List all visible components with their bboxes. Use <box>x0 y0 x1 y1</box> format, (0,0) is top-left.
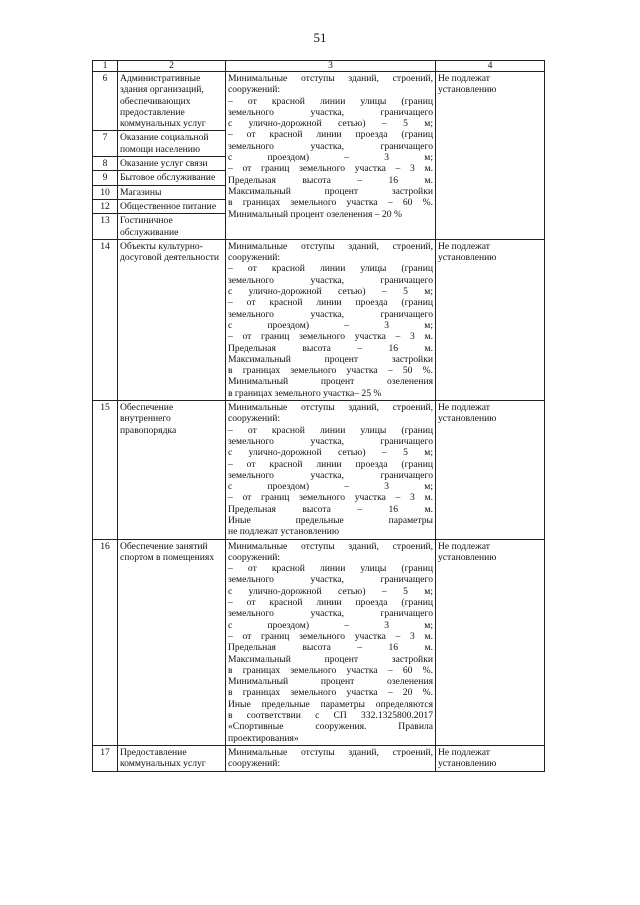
parameter-line: – от границ земельного участка – 3 м. <box>228 163 433 175</box>
parameter-line: с улично-дорожной сетью) – 5 м; <box>228 118 433 130</box>
parameter-line: – от красной линии улицы (границ <box>228 563 433 575</box>
parameter-line: Максимальный процент застройки <box>228 185 433 197</box>
parameter-line: Иные предельные параметры <box>228 514 433 526</box>
row-number: 16 <box>93 539 118 745</box>
land-use-type: Бытовое обслуживание <box>118 171 226 185</box>
land-use-type: Обеспечение внутреннего правопорядка <box>118 401 226 540</box>
parameter-line: с проездом) – 3 м; <box>228 481 433 493</box>
parameter-line: Минимальные отступы зданий, строений, <box>228 746 433 758</box>
parameter-line: в границах земельного участка – 50 %. <box>228 365 433 377</box>
building-parameters <box>226 239 436 400</box>
restrictions-note: Не подлежат установлению <box>436 72 545 240</box>
building-parameters <box>226 745 436 771</box>
restrictions-note: Не подлежат установлению <box>436 539 545 745</box>
parameter-line: с проездом) – 3 м; <box>228 319 433 331</box>
row-number: 7 <box>93 131 118 157</box>
parameter-line: в соответствии с СП 332.1325800.2017 <box>228 710 433 722</box>
parameter-line: Минимальный процент озеленения – 20 % <box>228 208 402 220</box>
parameter-line: Минимальные отступы зданий, строений, <box>228 540 433 552</box>
parameter-line: – от красной линии улицы (границ <box>228 263 433 275</box>
table-body <box>93 72 545 772</box>
parameter-line: сооружений: <box>228 551 281 563</box>
parameter-line: земельного участка, граничащего <box>228 140 433 152</box>
parameter-line: Максимальный процент застройки <box>228 653 433 665</box>
parameter-line: Предельная высота – 16 м. <box>228 174 433 186</box>
parameter-line: Предельная высота – 16 м. <box>228 503 433 515</box>
table-row <box>93 239 545 400</box>
parameter-line: «Спортивные сооружения. Правила <box>228 721 433 733</box>
parameter-line: Минимальный процент озеленения <box>228 376 433 388</box>
parameter-line: с проездом) – 3 м; <box>228 152 433 164</box>
parameter-line: Минимальные отступы зданий, строений, <box>228 240 433 252</box>
parameter-line: – от красной линии проезда (границ <box>228 129 433 141</box>
parameter-line: сооружений: <box>228 84 281 96</box>
parameter-line: земельного участка, граничащего <box>228 574 433 586</box>
parameter-line: Предельная высота – 16 м. <box>228 642 433 654</box>
row-number: 17 <box>93 745 118 771</box>
row-number: 12 <box>93 199 118 213</box>
land-use-type: Объекты культурно-досуговой деятельности <box>118 239 226 400</box>
land-use-type: Общественное питание <box>118 199 226 213</box>
column-header-parameters: 3 <box>226 61 436 72</box>
row-number: 14 <box>93 239 118 400</box>
parameter-line: в границах земельного участка – 20 %. <box>228 687 433 699</box>
column-header-restrictions: 4 <box>436 61 545 72</box>
parameter-line: Предельная высота – 16 м. <box>228 342 433 354</box>
parameter-line: сооружений: <box>228 413 281 425</box>
table-row <box>93 72 545 131</box>
building-parameters <box>226 539 436 745</box>
parameter-line: земельного участка, граничащего <box>228 608 433 620</box>
parameter-line: в границах земельного участка – 60 %. <box>228 197 433 209</box>
parameter-line: земельного участка, граничащего <box>228 469 433 481</box>
table-row <box>93 401 545 540</box>
land-use-type: Оказание социальной помощи населению <box>118 131 226 157</box>
parameter-line: земельного участка, граничащего <box>228 308 433 320</box>
parameter-line: с улично-дорожной сетью) – 5 м; <box>228 286 433 298</box>
land-use-type: Гостиничное обслуживание <box>118 214 226 240</box>
row-number: 15 <box>93 401 118 540</box>
parameter-line: земельного участка, граничащего <box>228 106 433 118</box>
zoning-parameters-table <box>92 60 545 772</box>
parameter-line: сооружений: <box>228 758 281 770</box>
row-number: 13 <box>93 214 118 240</box>
restrictions-note: Не подлежат установлению <box>436 239 545 400</box>
parameter-line: с проездом) – 3 м; <box>228 619 433 631</box>
parameter-line: земельного участка, граничащего <box>228 435 433 447</box>
parameter-line: Минимальные отступы зданий, строений, <box>228 402 433 414</box>
parameter-line: – от красной линии улицы (границ <box>228 95 433 107</box>
parameter-line: с улично-дорожной сетью) – 5 м; <box>228 447 433 459</box>
parameter-line: сооружений: <box>228 252 281 264</box>
parameter-line: в границах земельного участка – 60 %. <box>228 664 433 676</box>
parameter-line: земельного участка, граничащего <box>228 274 433 286</box>
column-header-use-type: 2 <box>118 61 226 72</box>
parameter-line: – от красной линии проезда (границ <box>228 597 433 609</box>
restrictions-note: Не подлежат установлению <box>436 745 545 771</box>
table-header-row <box>93 61 545 72</box>
parameter-line: Минимальный процент озеленения <box>228 676 433 688</box>
row-number: 10 <box>93 185 118 199</box>
parameter-line: Иные предельные параметры определяются <box>228 698 433 710</box>
page-number: 51 <box>313 30 327 45</box>
parameter-line: – от границ земельного участка – 3 м. <box>228 492 433 504</box>
building-parameters <box>226 72 436 240</box>
building-parameters <box>226 401 436 540</box>
row-number: 9 <box>93 171 118 185</box>
land-use-type: Предоставление коммунальных услуг <box>118 745 226 771</box>
row-number: 6 <box>93 72 118 131</box>
land-use-type: Административные здания организаций, обеспечивающих предоставление коммунальных услуг <box>118 72 226 131</box>
parameter-line: Максимальный процент застройки <box>228 353 433 365</box>
column-header-number: 1 <box>93 61 118 72</box>
parameter-line: – от красной линии проезда (границ <box>228 297 433 309</box>
table-row <box>93 539 545 745</box>
parameter-line: Минимальные отступы зданий, строений, <box>228 73 433 84</box>
parameter-line: – от красной линии проезда (границ <box>228 458 433 470</box>
table-row <box>93 745 545 771</box>
parameter-line: в границах земельного участка– 25 % <box>228 387 382 399</box>
restrictions-note: Не подлежат установлению <box>436 401 545 540</box>
parameter-line: – от красной линии улицы (границ <box>228 424 433 436</box>
land-use-type: Магазины <box>118 185 226 199</box>
parameter-line: проектирования» <box>228 732 299 744</box>
parameter-line: – от границ земельного участка – 3 м. <box>228 331 433 343</box>
land-use-type: Оказание услуг связи <box>118 157 226 171</box>
parameter-line: с улично-дорожной сетью) – 5 м; <box>228 585 433 597</box>
parameter-line: не подлежат установлению <box>228 526 340 538</box>
row-number: 8 <box>93 157 118 171</box>
land-use-type: Обеспечение занятий спортом в помещениях <box>118 539 226 745</box>
parameter-line: – от границ земельного участка – 3 м. <box>228 630 433 642</box>
